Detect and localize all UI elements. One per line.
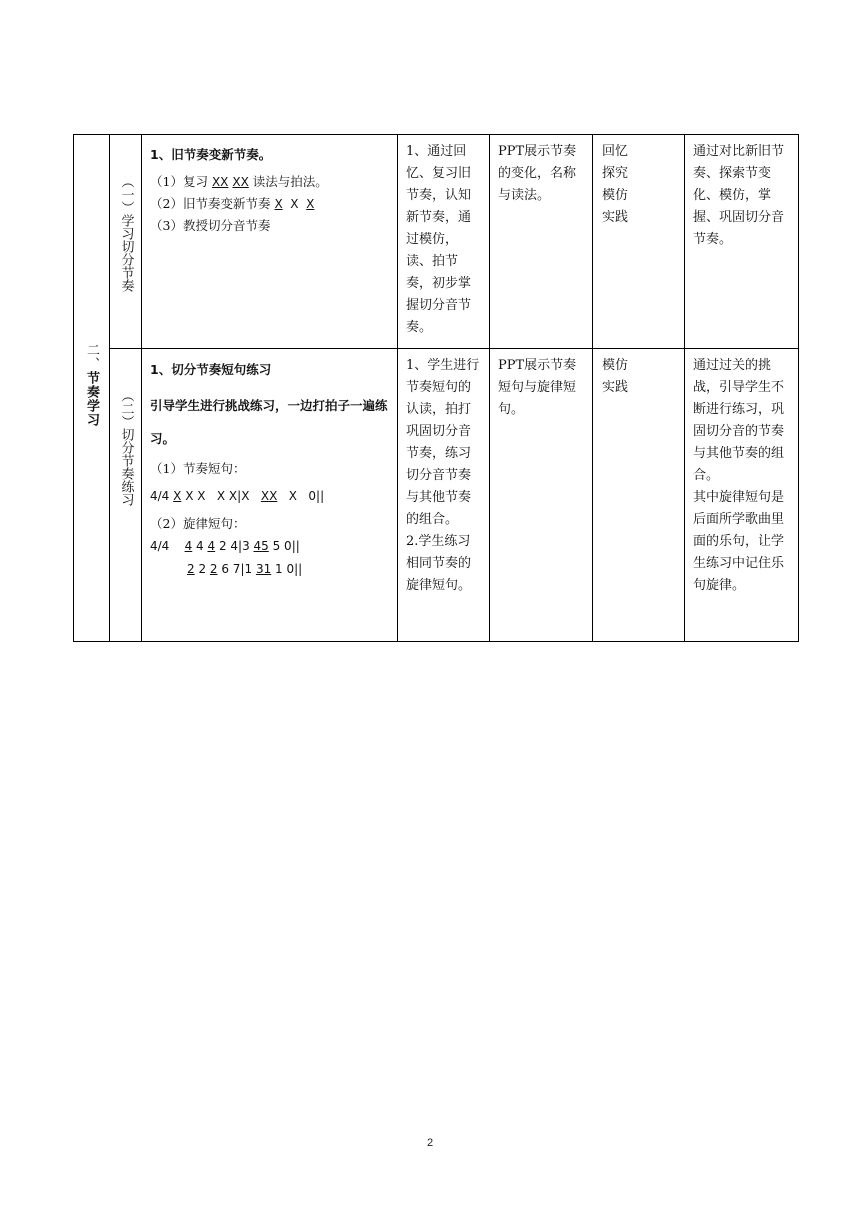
lesson-table	[73, 134, 799, 642]
subsection-title: （一）学习切分节奏	[118, 175, 134, 292]
method-cell	[593, 135, 685, 349]
design-intent-cell	[685, 349, 799, 642]
subsection-cell	[110, 349, 142, 642]
content-heading: 1、旧节奏变新节奏。	[150, 147, 272, 162]
method-item: 实践	[602, 380, 629, 395]
student-activity-text: 2.学生练习相同节奏的旋律短句。	[406, 534, 472, 593]
table-row	[74, 135, 799, 349]
melody-label: （2）旋律短句：	[150, 516, 246, 531]
design-intent-text: 其中旋律短句是后面所学歌曲里面的乐句，让学生练习中记住乐句旋律。	[693, 490, 785, 593]
media-cell	[490, 349, 593, 642]
media-text: PPT展示节奏短句与旋律短句。	[498, 358, 577, 417]
content-cell	[142, 349, 398, 642]
method-item: 实践	[602, 210, 629, 225]
design-intent-text: 通过过关的挑战，引导学生不断进行练习，巩固切分音的节奏与其他节奏的组合。	[693, 358, 785, 483]
melody-line: 2 2 2 6 7|1 31 1 0||	[187, 562, 303, 576]
media-cell	[490, 135, 593, 349]
content-cell	[142, 135, 398, 349]
content-heading: 1、切分节奏短句练习	[150, 362, 272, 377]
content-line: （2）旧节奏变新节奏 X X X	[150, 196, 315, 211]
rhythm-label: （1）节奏短句：	[150, 461, 246, 476]
subsection-cell	[110, 135, 142, 349]
method-item: 模仿	[602, 188, 629, 203]
method-item: 探究	[602, 166, 629, 181]
melody-line: 4/4 4 4 4 2 4|3 45 5 0||	[150, 539, 300, 553]
content-bold-line: 引导学生进行挑战练习，一边打拍子一遍练习。	[150, 398, 388, 446]
design-intent-cell	[685, 135, 799, 349]
method-cell	[593, 349, 685, 642]
section-title: 节奏学习	[84, 370, 99, 427]
section-title-cell	[74, 135, 110, 642]
method-item: 回忆	[602, 144, 629, 159]
media-text: PPT展示节奏的变化，名称与读法。	[498, 144, 577, 203]
method-item: 模仿	[602, 358, 629, 373]
student-activity-cell	[398, 135, 490, 349]
section-number: 二、	[84, 342, 99, 371]
content-line: （3）教授切分音节奏	[150, 218, 271, 233]
rhythm-line: 4/4 X X X X X|X XX X 0||	[150, 489, 325, 503]
table-row	[74, 349, 799, 642]
design-intent-text: 通过对比新旧节奏、探索节变化、模仿，掌握、巩固切分音节奏。	[693, 144, 785, 247]
student-activity-cell	[398, 349, 490, 642]
subsection-title: （二）切分节奏练习	[118, 389, 134, 506]
student-activity-text: 1、学生进行节奏短句的认读，拍打巩固切分音节奏，练习切分音节奏与其他节奏的组合。	[406, 358, 480, 527]
content-line: （1）复习 XX XX 读法与拍法。	[150, 174, 328, 189]
student-activity-text: 1、通过回忆、复习旧节奏，认知新节奏，通过模仿，读、拍节奏，初步掌握切分音节奏。	[406, 144, 472, 335]
page-number: 2	[426, 1137, 434, 1149]
